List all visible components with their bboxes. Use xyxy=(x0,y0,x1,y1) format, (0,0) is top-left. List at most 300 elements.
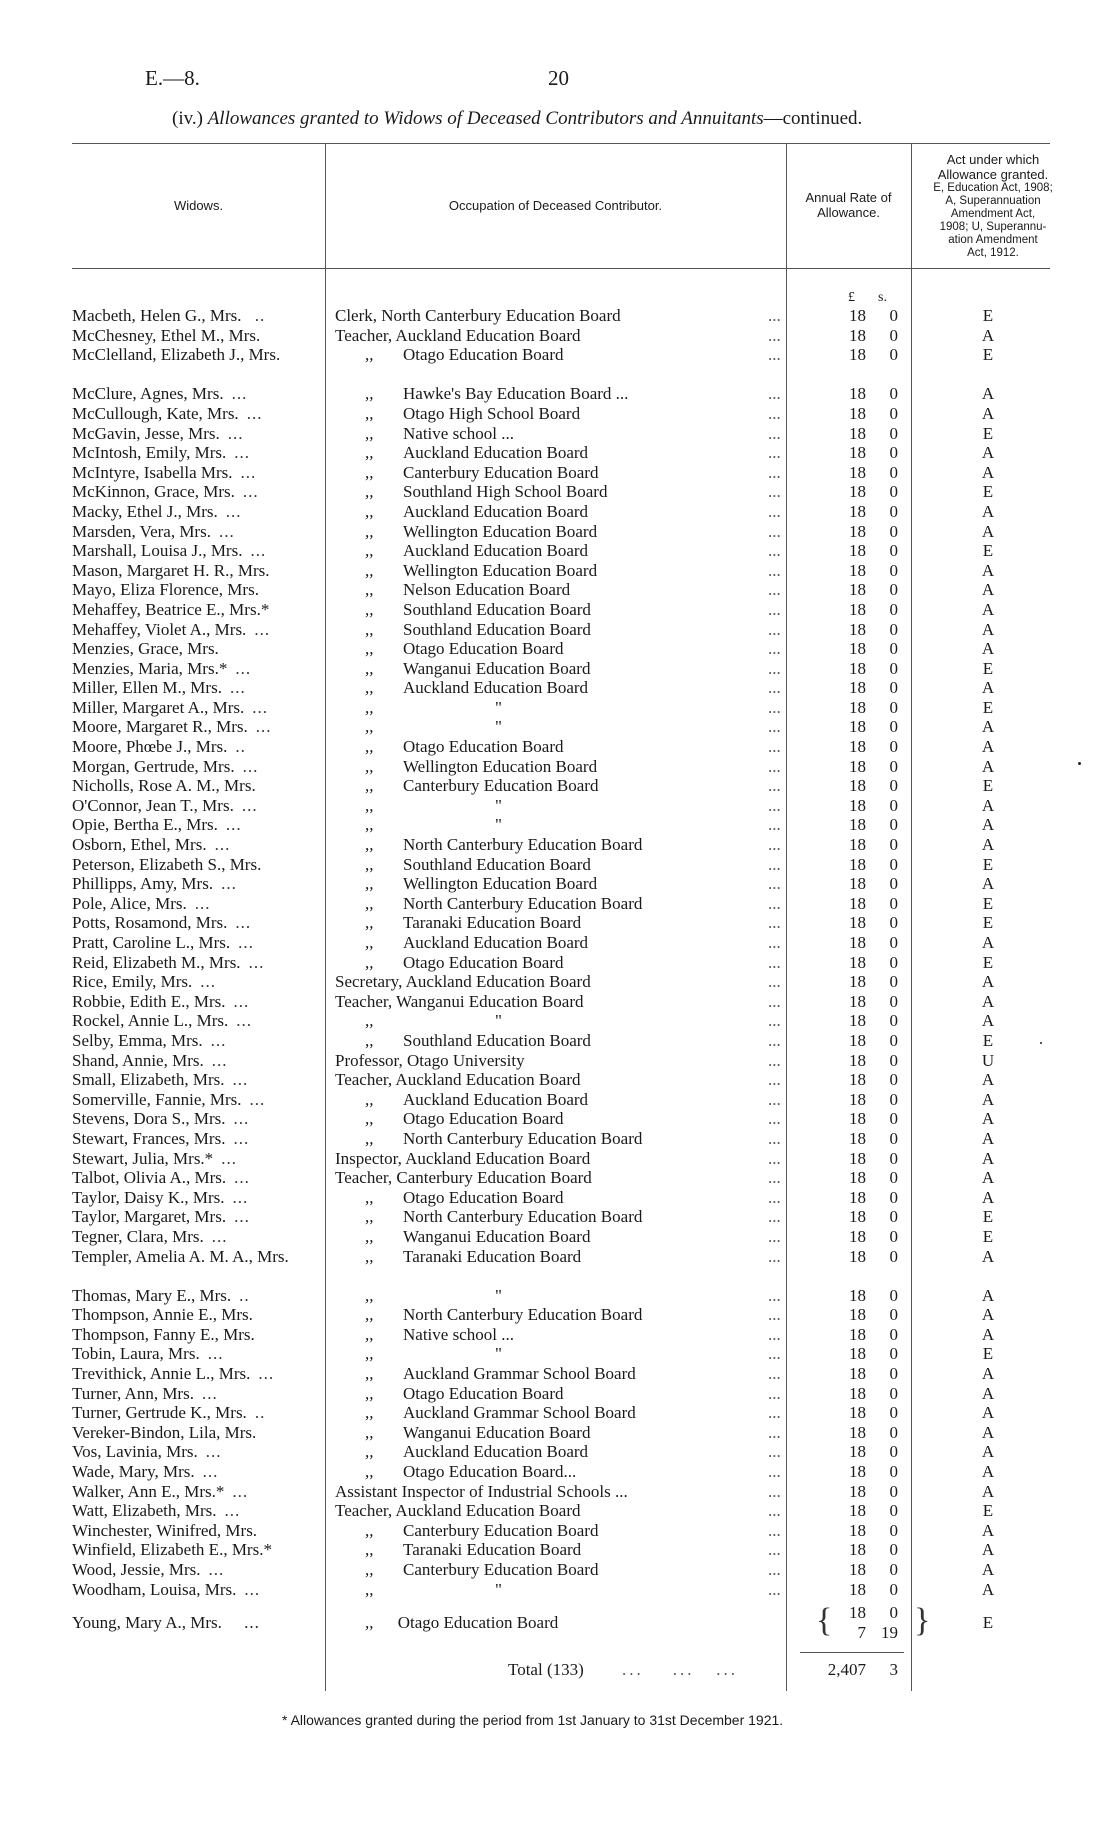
widow-leader: ... xyxy=(194,893,211,913)
total-leader: ... ... ... xyxy=(622,1660,738,1679)
ditto-mark: ,, xyxy=(365,717,374,737)
act-code: A xyxy=(981,874,995,894)
ditto-mark: ,, xyxy=(365,1383,374,1403)
occupation-leader: ... xyxy=(768,1579,781,1599)
pounds: 18 xyxy=(849,795,866,815)
table-row xyxy=(0,424,1114,444)
act-line3: E, Education Act, 1908; xyxy=(933,182,1053,194)
widow-name-text: Selby, Emma, Mrs. xyxy=(72,1030,203,1050)
occupation-text: Auckland Education Board xyxy=(403,678,589,698)
occupation-leader: ... xyxy=(768,1226,781,1246)
occupation-text: " xyxy=(495,697,502,717)
widow-name xyxy=(72,1011,320,1031)
occupation xyxy=(335,855,795,875)
occupation-leader: ... xyxy=(768,541,781,561)
act-code: E xyxy=(982,1344,994,1364)
widow-name xyxy=(72,953,320,973)
occupation-text: Taranaki Education Board xyxy=(403,1540,582,1560)
occupation-text: Otago Education Board xyxy=(403,1109,564,1129)
widow-leader: ... xyxy=(246,403,263,423)
act-line4: A, Superannuation xyxy=(945,195,1041,207)
occupation-text: Wanganui Education Board xyxy=(403,1422,591,1442)
header-occupation: Occupation of Deceased Contributor. xyxy=(448,198,663,213)
occupation-leader: ... xyxy=(768,482,781,502)
occupation xyxy=(335,1442,795,1462)
table-row xyxy=(0,1560,1114,1580)
occupation-leader: ... xyxy=(768,1089,781,1109)
occupation-text: " xyxy=(495,1285,502,1305)
widow-name xyxy=(72,698,320,718)
report-reference: E.—8. xyxy=(145,66,200,90)
act-code: E xyxy=(982,1613,994,1632)
act-code: A xyxy=(981,580,995,600)
act-line2: Allowance granted. xyxy=(937,167,1049,182)
ditto-mark: ,, xyxy=(365,815,374,835)
widow-name xyxy=(72,580,320,600)
pounds: 18 xyxy=(849,1462,866,1482)
ditto-mark: ,, xyxy=(365,835,374,855)
table-row xyxy=(0,1149,1114,1169)
widow-name xyxy=(72,1540,320,1560)
act-code: E xyxy=(982,913,994,933)
occupation-leader: ... xyxy=(768,795,781,815)
table-row xyxy=(0,443,1114,463)
table-row xyxy=(0,1227,1114,1247)
shillings: 0 xyxy=(889,795,898,815)
act-code: A xyxy=(981,599,995,619)
occupation-leader: ... xyxy=(768,737,781,757)
act-code: A xyxy=(981,1246,995,1266)
table-row xyxy=(0,1051,1114,1071)
occupation xyxy=(335,913,795,933)
widow-leader: ... xyxy=(210,1030,227,1050)
widow-name xyxy=(72,815,320,835)
occupation xyxy=(335,561,795,581)
occupation-leader: ... xyxy=(768,521,781,541)
occupation xyxy=(335,443,795,463)
widow-name-text: Reid, Elizabeth M., Mrs. xyxy=(72,952,241,972)
act-code: A xyxy=(981,1364,995,1384)
occupation-leader: ... xyxy=(768,913,781,933)
act-code: A xyxy=(981,1481,995,1501)
shillings: 0 xyxy=(889,678,898,698)
table-row xyxy=(0,1325,1114,1345)
widow-name-text: Vereker-Bindon, Lila, Mrs. xyxy=(72,1422,257,1442)
widow-name xyxy=(72,1442,320,1462)
ditto-mark: ,, xyxy=(365,1364,374,1384)
occupation-text: Auckland Education Board xyxy=(403,1089,589,1109)
occupation-text: Assistant Inspector of Industrial Schools ... xyxy=(335,1481,628,1501)
ditto-mark: ,, xyxy=(365,599,374,619)
occupation-text: Auckland Education Board xyxy=(403,501,589,521)
act-code: A xyxy=(981,1148,995,1168)
ditto-mark: ,, xyxy=(365,1089,374,1109)
occupation-leader: ... xyxy=(768,1540,781,1560)
pounds: 18 xyxy=(849,306,866,325)
occupation-leader: ... xyxy=(768,1364,781,1384)
widow-leader: ... xyxy=(252,697,269,717)
occupation-leader: ... xyxy=(768,697,781,717)
table-row xyxy=(0,659,1114,679)
pounds-2: 7 xyxy=(857,1623,866,1642)
occupation-leader: ... xyxy=(768,1481,781,1501)
widow-leader: ... xyxy=(218,521,235,541)
occupation xyxy=(335,1149,795,1169)
act-line1: Act under which xyxy=(946,152,1040,167)
act-code: E xyxy=(982,893,994,913)
occupation xyxy=(335,1286,795,1306)
widow-name xyxy=(72,1613,260,1633)
ditto-mark: ,, xyxy=(365,1540,374,1560)
widow-name-text: Thompson, Annie E., Mrs. xyxy=(72,1305,253,1325)
header-bottom-rule xyxy=(72,268,1050,269)
occupation-leader: ... xyxy=(768,815,781,835)
shillings: 0 xyxy=(889,1442,898,1462)
caption-prefix: (iv.) xyxy=(172,108,203,129)
table-row xyxy=(0,1442,1114,1462)
act-code: E xyxy=(982,1501,994,1521)
widow-name xyxy=(72,933,320,953)
caption-suffix: —continued. xyxy=(763,108,863,129)
widow-leader: ... xyxy=(207,1344,224,1364)
widow-name-text: Peterson, Elizabeth S., Mrs. xyxy=(72,854,262,874)
shillings: 0 xyxy=(889,443,898,463)
act-code: E xyxy=(982,541,994,561)
ditto-mark: ,, xyxy=(365,384,374,404)
widow-name xyxy=(72,1129,320,1149)
occupation-text: Otago High School Board xyxy=(403,403,581,423)
occupation-leader: ... xyxy=(768,1168,781,1188)
ditto-mark: ,, xyxy=(365,1324,374,1344)
occupation-text: Auckland Education Board xyxy=(403,1442,589,1462)
ditto-mark: ,, xyxy=(365,1285,374,1305)
act-code: A xyxy=(981,737,995,757)
widow-leader: ... xyxy=(248,952,265,972)
widow-name xyxy=(72,502,320,522)
ditto-mark: ,, xyxy=(365,1109,374,1129)
occupation-leader: ... xyxy=(768,1285,781,1305)
widow-name-text: McGavin, Jesse, Mrs. xyxy=(72,423,220,443)
act-code: E xyxy=(982,952,994,972)
header-widows: Widows. xyxy=(173,198,224,213)
shillings: 0 xyxy=(889,384,898,404)
table-row xyxy=(0,482,1114,502)
widow-name-text: McIntyre, Isabella Mrs. xyxy=(72,462,233,482)
act-code: A xyxy=(981,1187,995,1207)
ditto-mark: ,, xyxy=(365,1422,374,1442)
pounds: 18 xyxy=(849,599,866,619)
act-line8: Act, 1912. xyxy=(967,247,1019,259)
widow-name xyxy=(72,894,320,914)
shillings: 0 xyxy=(889,972,898,992)
pounds: 18 xyxy=(849,1050,866,1070)
pounds: 18 xyxy=(849,384,866,404)
ditto-mark: ,, xyxy=(365,1187,374,1207)
occupation-leader: ... xyxy=(768,1344,781,1364)
table-row xyxy=(0,580,1114,600)
occupation-text: Secretary, Auckland Education Board xyxy=(335,972,591,992)
occupation xyxy=(335,1031,795,1051)
shillings: 0 xyxy=(889,717,898,737)
widow-name-text: Taylor, Daisy K., Mrs. xyxy=(72,1187,225,1207)
widow-name xyxy=(72,306,320,326)
occupation-text: " xyxy=(495,815,502,835)
ditto-mark: ,, xyxy=(365,1030,374,1050)
widow-name xyxy=(72,1168,320,1188)
shillings: 0 xyxy=(889,737,898,757)
shillings: 0 xyxy=(889,619,898,639)
widow-leader: ... xyxy=(244,1613,260,1632)
act-code: E xyxy=(982,1207,994,1227)
table-row xyxy=(0,737,1114,757)
total-rule xyxy=(800,1652,904,1653)
shillings: 0 xyxy=(889,1579,898,1599)
pounds: 18 xyxy=(849,658,866,678)
widow-name xyxy=(72,1070,320,1090)
shillings: 0 xyxy=(889,1285,898,1305)
act-code: A xyxy=(981,501,995,521)
act-code: A xyxy=(981,619,995,639)
widow-name-text: Templer, Amelia A. M. A., Mrs. xyxy=(72,1246,289,1266)
occupation-text: Wellington Education Board xyxy=(403,521,598,541)
ditto-mark: ,, xyxy=(365,619,374,639)
widow-name-text: Pole, Alice, Mrs. xyxy=(72,893,187,913)
occupation xyxy=(335,776,795,796)
widow-name xyxy=(72,1090,320,1110)
act-code: U xyxy=(981,1050,995,1070)
shillings: 0 xyxy=(889,1520,898,1540)
shillings: 0 xyxy=(889,1324,898,1344)
widow-name-text: Young, Mary A., Mrs. xyxy=(72,1613,222,1632)
widow-name-text: Thompson, Fanny E., Mrs. xyxy=(72,1324,255,1344)
total-shillings: 3 xyxy=(889,1660,898,1679)
occupation-leader: ... xyxy=(768,306,781,325)
widow-name xyxy=(72,1580,320,1600)
occupation-leader: ... xyxy=(768,756,781,776)
occupation-leader: ... xyxy=(768,580,781,600)
table-row xyxy=(0,796,1114,816)
widow-name xyxy=(72,326,320,346)
pounds: 18 xyxy=(849,423,866,443)
pounds: 18 xyxy=(849,1344,866,1364)
pounds: 18 xyxy=(849,1422,866,1442)
widow-name-text: Tegner, Clara, Mrs. xyxy=(72,1226,204,1246)
occupation xyxy=(335,698,795,718)
shillings: 0 xyxy=(889,893,898,913)
occupation-text: Teacher, Auckland Education Board xyxy=(335,1501,581,1521)
widow-name xyxy=(72,1560,320,1580)
ditto-mark: ,, xyxy=(365,443,374,463)
occupation-text: Teacher, Auckland Education Board xyxy=(335,325,581,345)
ditto-mark: ,, xyxy=(365,345,374,365)
occupation-leader: ... xyxy=(768,835,781,855)
occupation-leader: ... xyxy=(768,462,781,482)
act-code: A xyxy=(981,1128,995,1148)
occupation xyxy=(335,1188,795,1208)
shillings: 0 xyxy=(889,697,898,717)
ditto-mark: ,, xyxy=(365,639,374,659)
pounds: 18 xyxy=(849,854,866,874)
ditto-mark: ,, xyxy=(365,874,374,894)
widow-name-text: Taylor, Margaret, Mrs. xyxy=(72,1207,227,1227)
table-row xyxy=(0,815,1114,835)
shillings: 0 xyxy=(889,1501,898,1521)
pounds: 18 xyxy=(849,893,866,913)
widow-name-text: McChesney, Ethel M., Mrs. xyxy=(72,325,261,345)
ditto-mark: ,, xyxy=(365,541,374,561)
shillings: 0 xyxy=(889,1070,898,1090)
pounds: 18 xyxy=(849,1560,866,1579)
occupation-leader: ... xyxy=(768,325,781,345)
act-code: E xyxy=(982,776,994,796)
caption-title: Allowances granted to Widows of Deceased Contributors and Annuitants xyxy=(207,108,764,129)
table-row xyxy=(0,639,1114,659)
widow-leader: ... xyxy=(240,462,257,482)
occupation xyxy=(335,1501,795,1521)
margin-speck xyxy=(1040,1042,1042,1044)
shillings: 0 xyxy=(889,345,898,365)
occupation xyxy=(335,1384,795,1404)
table-row xyxy=(0,1188,1114,1208)
widow-name xyxy=(72,639,320,659)
widow-name xyxy=(72,1462,320,1482)
act-code: E xyxy=(982,423,994,443)
widow-leader: ... xyxy=(238,933,254,952)
ditto-mark: ,, xyxy=(365,521,374,541)
occupation-leader: ... xyxy=(768,1383,781,1403)
widow-name xyxy=(72,522,320,542)
act-code: A xyxy=(981,1462,995,1482)
table-row xyxy=(0,600,1114,620)
widow-name xyxy=(72,1051,320,1071)
widow-name xyxy=(72,757,320,777)
widow-leader: ... xyxy=(224,1501,241,1521)
pounds: 18 xyxy=(849,1089,866,1109)
widow-name-text: Robbie, Edith E., Mrs. xyxy=(72,991,226,1011)
act-code: A xyxy=(981,1540,995,1560)
table-row xyxy=(0,1344,1114,1364)
widow-name-text: Wood, Jessie, Mrs. xyxy=(72,1560,201,1579)
left-brace: { xyxy=(816,1602,833,1639)
occupation-leader: ... xyxy=(768,1011,781,1031)
act-code: A xyxy=(981,639,995,659)
act-line7: ation Amendment xyxy=(948,234,1038,246)
table-row xyxy=(0,1580,1114,1600)
occupation xyxy=(335,541,795,561)
widow-name xyxy=(72,1188,320,1208)
widow-name xyxy=(72,1207,320,1227)
widow-leader: ... xyxy=(227,423,244,443)
occupation xyxy=(335,482,795,502)
pounds: 18 xyxy=(849,1305,866,1325)
widow-name-text: Opie, Bertha E., Mrs. xyxy=(72,815,218,835)
widow-name xyxy=(72,874,320,894)
widow-name-text: Winchester, Winifred, Mrs. xyxy=(72,1520,258,1540)
table-row xyxy=(0,306,1114,326)
pounds: 18 xyxy=(849,756,866,776)
table-row xyxy=(0,972,1114,992)
table-row xyxy=(0,345,1114,384)
shillings: 0 xyxy=(889,1403,898,1423)
ditto-mark: ,, xyxy=(365,1442,374,1462)
shillings-1: 0 xyxy=(889,1603,898,1622)
table-row xyxy=(0,326,1114,346)
act-code: A xyxy=(981,384,995,404)
occupation-text: Teacher, Canterbury Education Board xyxy=(335,1168,592,1188)
act-code: A xyxy=(981,972,995,992)
table-row xyxy=(0,717,1114,737)
widow-name-text: Marshall, Louisa J., Mrs. xyxy=(72,541,243,561)
occupation xyxy=(335,894,795,914)
widow-name-text: Stevens, Dora S., Mrs. xyxy=(72,1109,226,1129)
occupation xyxy=(335,600,795,620)
occupation xyxy=(335,326,795,346)
widow-leader: ... xyxy=(235,658,252,678)
ditto-mark: ,, xyxy=(365,952,374,972)
widow-name-text: Shand, Annie, Mrs. xyxy=(72,1050,204,1070)
act-line5: Amendment Act, xyxy=(950,208,1036,220)
occupation-leader: ... xyxy=(768,1109,781,1129)
occupation-leader: ... xyxy=(768,717,781,737)
widow-name-text: Moore, Phœbe J., Mrs. xyxy=(72,737,228,757)
occupation-leader: ... xyxy=(768,952,781,972)
widow-name-text: Talbot, Olivia A., Mrs. xyxy=(72,1168,227,1188)
widow-name-text: Miller, Margaret A., Mrs. xyxy=(72,697,245,717)
occupation-leader: ... xyxy=(768,893,781,913)
occupation xyxy=(335,1070,795,1090)
pounds: 18 xyxy=(849,1501,866,1521)
widow-name xyxy=(72,913,320,933)
ditto-mark: ,, xyxy=(365,756,374,776)
total-label: Total (133) xyxy=(508,1660,584,1679)
occupation-text: Taranaki Education Board xyxy=(403,913,582,933)
widow-name-text: Macky, Ethel J., Mrs. xyxy=(72,501,218,521)
ditto-mark: ,, xyxy=(365,1011,374,1031)
widow-name-text: Somerville, Fannie, Mrs. xyxy=(72,1089,242,1109)
occupation-leader: ... xyxy=(768,443,781,463)
occupation-leader: ... xyxy=(768,658,781,678)
act-code: A xyxy=(981,1383,995,1403)
table-row xyxy=(0,1207,1114,1227)
occupation-text: Wellington Education Board xyxy=(403,874,598,894)
occupation-leader: ... xyxy=(768,933,781,952)
ditto-mark: ,, xyxy=(365,658,374,678)
occupation xyxy=(365,1613,558,1633)
occupation-text: Wanganui Education Board xyxy=(403,658,591,678)
occupation xyxy=(335,1521,795,1541)
widow-name-text: Moore, Margaret R., Mrs. xyxy=(72,717,248,737)
widow-name-text: Wade, Mary, Mrs. xyxy=(72,1462,195,1482)
pounds: 18 xyxy=(849,1403,866,1423)
shillings: 0 xyxy=(889,325,898,345)
occupation-leader: ... xyxy=(768,678,781,698)
act-code: A xyxy=(981,1422,995,1442)
ditto-mark: ,, xyxy=(365,580,374,600)
occupation-text: Canterbury Education Board xyxy=(403,776,599,796)
widow-name xyxy=(72,1364,320,1384)
occupation-leader: ... xyxy=(768,1148,781,1168)
table-row xyxy=(0,894,1114,914)
ditto-mark: ,, xyxy=(365,1246,374,1266)
widow-leader: ... xyxy=(233,991,250,1011)
occupation xyxy=(335,815,795,835)
widow-name-text: Turner, Ann, Mrs. xyxy=(72,1383,194,1403)
table-row xyxy=(0,1305,1114,1325)
shillings: 0 xyxy=(889,1207,898,1227)
widow-name xyxy=(72,776,320,796)
shillings: 0 xyxy=(889,776,898,796)
widow-leader: ... xyxy=(211,1050,228,1070)
